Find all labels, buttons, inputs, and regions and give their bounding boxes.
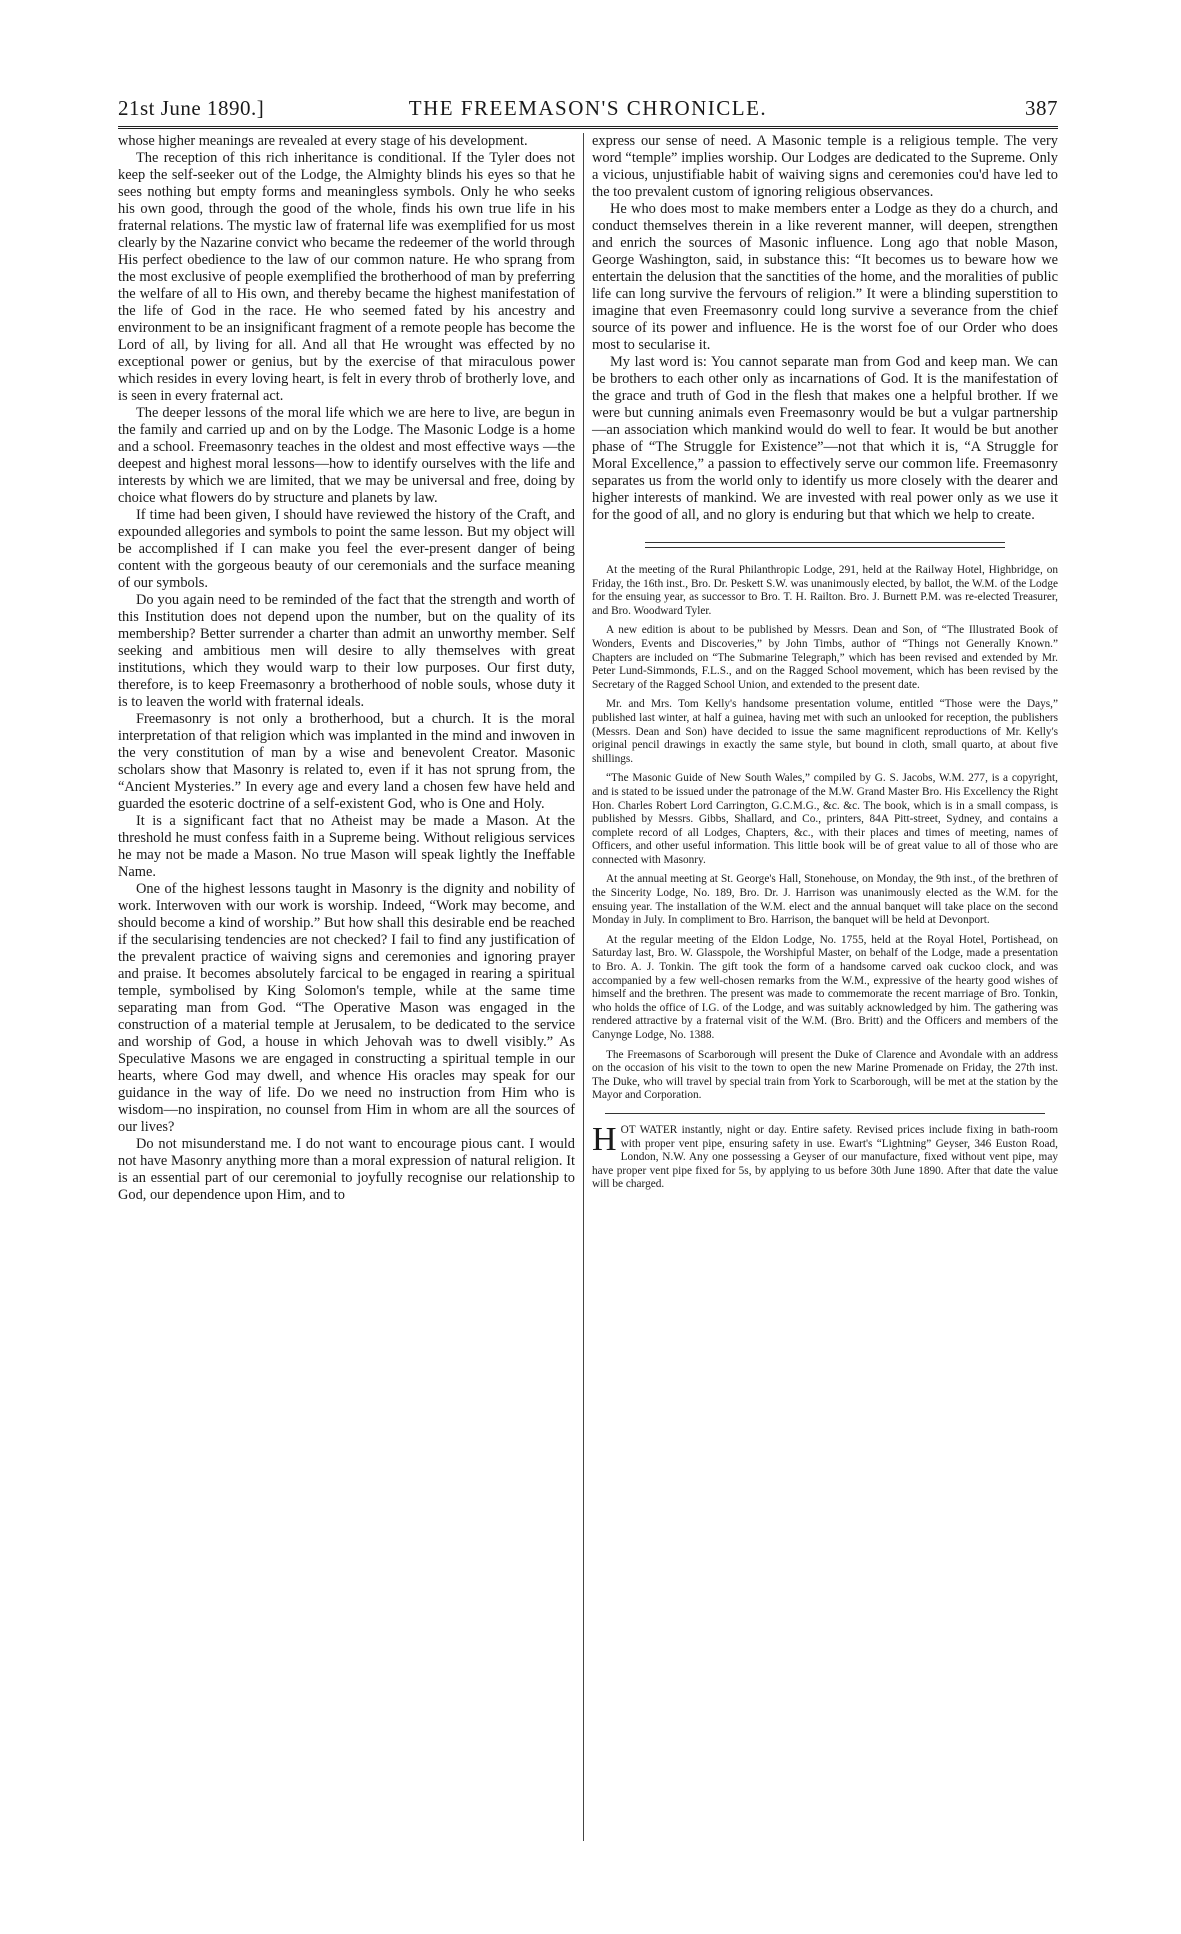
column-divider [583,133,584,1841]
header-rule [118,126,1058,129]
article-paragraph: express our sense of need. A Masonic temple is a religious temple. The very word “temple” implies worship. Our Lodges are dedicated to the Supreme. Only a vicious, unjustifiable habit of waiving signs and ceremonies cou'd have led to the too prevalent custom of ignoring religious observances. [592,133,1058,200]
advertisement [592,1120,1058,1192]
article-paragraph: whose higher meanings are revealed at every stage of his development. [118,133,528,149]
advert-text: OT WATER instantly, night or day. Entire safety. Revised prices include fixing in bath-room with proper vent pipe, ensuring safety in use. Ewart's “Lightning” Geyser, 346 Euston Road, London, N.W. Any one possessing a Geyser of our manufacture, fixed without vent pipe, may have proper vent pipe fixed for 5s, by applying to us before 30th June 1890. After that date the value will be charged. [592,1123,1058,1191]
article-paragraph: Do not misunderstand me. I do not want to encourage pious cant. I would not have Masonry anything more than a moral expression of natural religion. It is an essential part of our ceremonial to joyfully recognise our relationship to God, our dependence upon Him, and to [118,1136,575,1203]
news-item: “The Masonic Guide of New South Wales,” compiled by G. S. Jacobs, W.M. 277, is a copyright, and is stated to be issued under the patronage of the M.W. Grand Master Bro. His Excellency the Right Hon. Charles Robert Lord Carrington, G.C.M.G., &c. &c. The book, which is in a small compass, is published by Messrs. Gibbs, Shallard, and Co., printers, 84A Pitt-street, Sydney, and contains a complete record of all Lodges, Chapters, &c., with their places and times of meeting, names of Officers, and other useful information. This little book will be of great value to all of those who are connected with Masonry. [592,772,1058,866]
article-paragraph: The deeper lessons of the moral life which we are here to live, are begun in the family and carried up and on by the Lodge. The Masonic Lodge is a home and a school. Freemasonry teaches in the oldest and most effective ways —the deepest and highest moral lessons—how to identify ourselves with the life and interests by which we are limited, that we may be universal and free, doing by choice what flowers do by structure and planets by law. [118,405,575,506]
article-paragraph: Freemasonry is not only a brotherhood, but a church. It is the moral interpretation of that religion which was implanted in the mind and inwoven in the very constitution of man by a wise and benevolent Creator. Masonic scholars show that Masonry is related to, even if it has not sprung from, the “Ancient Mysteries.” In every age and every land a chosen few have held and guarded the esoteric doctrine of a self-existent God, who is One and Holy. [118,711,575,812]
news-item: A new edition is about to be published by Messrs. Dean and Son, of “The Illustrated Book of Wonders, Events and Discoveries,” by John Timbs, author of “Things not Generally Known.” Chapters are included on “The Submarine Telegraph,” which has been revised and extended by Mr. Peter Lund-Simmonds, F.L.S., and on the Ragged School movement, which has been revised by the Secretary of the Ragged School Union, and extended to the present date. [592,624,1058,691]
right-column [592,133,1058,1198]
article-paragraph: The reception of this rich inheritance is conditional. If the Tyler does not keep the self-seeker out of the Lodge, the Almighty blinds his eyes so that he sees nothing but empty forms and meaningless symbols. Only he who seeks his own good, through the good of the whole, finds his own true life in his fraternal relations. The mystic law of fraternal life was exemplified for us most clearly by the Nazarine convict who became the redeemer of the world through His perfect obedience to the law of our common nature. He who sprang from the most exclusive of people exemplified the brotherhood of man by preferring the welfare of all to His own, and thereby became the highest manifestation of the life of God in the race. He who seemed fated by his ancestry and environment to be an insignificant fragment of a remote people has become the Lord of all, by living for all. And all that He wrought was effected by no exceptional power or genius, but by the exercise of that miraculous power which resides in every loving heart, is felt in every throb of brotherly love, and is seen in every fraternal act. [118,150,575,404]
news-item: At the meeting of the Rural Philanthropic Lodge, 291, held at the Railway Hotel, Highbridge, on Friday, the 16th inst., Bro. Dr. Peskett S.W. was unanimously elected, by ballot, the W.M. of the Lodge for the ensuing year, as successor to Bro. T. H. Railton. Bro. J. Burnett P.M. was re-elected Treasurer, and Bro. Woodward Tyler. [592,564,1058,617]
news-item: At the annual meeting at St. George's Hall, Stonehouse, on Monday, the 9th inst., of the brethren of the Sincerity Lodge, No. 189, Bro. Dr. J. Harrison was unanimously elected as the W.M. for the ensuing year. The installation of the W.M. elect and the annual banquet will take place on the second Monday in July. In compliment to Bro. Harrison, the banquet will be held at Devonport. [592,873,1058,927]
section-separator [645,542,1005,548]
advert-drop-cap: H [592,1120,617,1158]
article-paragraph: It is a significant fact that no Atheist may be made a Mason. At the threshold he must confess faith in a Supreme being. Without religious services he may not be made a Mason. No true Mason will speak lightly the Ineffable Name. [118,813,575,880]
news-item: The Freemasons of Scarborough will present the Duke of Clarence and Avondale with an address on the occasion of his visit to the town to open the new Marine Promenade on Friday, the 27th inst. The Duke, who will travel by special train from York to Scarborough, will be met at the station by the Mayor and Corporation. [592,1048,1058,1102]
left-column [118,133,575,1204]
news-item: Mr. and Mrs. Tom Kelly's handsome presentation volume, entitled “Those were the Days,” published last winter, at half a guinea, having met with such an unlooked for reception, the publishers (Messrs. Dean and Son) have decided to issue the same magnificent reproductions of Mr. Kelly's original pencil drawings in exactly the same style, but bound in cloth, small quarto, at about five shillings. [592,698,1058,765]
news-notes [592,564,1058,1103]
issue-date: 21st June 1890.] [118,96,265,120]
masthead [118,96,1058,124]
article-paragraph: If time had been given, I should have reviewed the history of the Craft, and expounded allegories and symbols to point the same lesson. But my object will be accomplished if I can make you feel the ever-present danger of being content with the gorgeous beauty of our ceremonials and the surface meaning of our symbols. [118,507,575,591]
article-paragraph: One of the highest lessons taught in Masonry is the dignity and nobility of work. Interwoven with our work is worship. Indeed, “Work may become, and should become a kind of worship.” But how shall this desirable end be reached if the secularising tendencies are not checked? I fail to find any justification of the prevalent practice of waiving signs and ceremonies and ignoring prayer and praise. It becomes absolutely farcical to be engaged in rearing a spiritual temple, symbolised by King Solomon's temple, while at the same time separating man from God. “The Operative Mason was engaged in the construction of a material temple at Jerusalem, to be dedicated to the service and worship of God, a house in which Jehovah was to dwell visibly.” As Speculative Masons we are engaged in constructing a spiritual temple in our hearts, where God may dwell, and whence His oracles may speak for our guidance in the way of life. Do we need no instruction from Him who is wisdom—no inspiration, no counsel from Him in whom are all the sources of our lives? [118,881,575,1135]
page-number: 387 [1025,96,1058,120]
news-item: At the regular meeting of the Eldon Lodge, No. 1755, held at the Royal Hotel, Portishead, on Saturday last, Bro. W. Glasspole, the Worshipful Master, on behalf of the Lodge, made a presentation to Bro. A. J. Tonkin. The gift took the form of a handsome carved oak cuckoo clock, and was accompanied by a few well-chosen remarks from the W.M., expressive of the hearty good wishes of himself and the brethren. The present was made to commemorate the recent marriage of Bro. Tonkin, who holds the office of I.G. of the Lodge, and was suitably acknowledged by him. The gathering was rendered attractive by a fraternal visit of the W.M. (Bro. Britt) and the Officers and members of the Canynge Lodge, No. 1388. [592,933,1058,1041]
advert-separator [605,1113,1045,1114]
article-paragraph: He who does most to make members enter a Lodge as they do a church, and conduct themselves therein in a like reverent manner, will deepen, strengthen and enrich the sources of Masonic influence. Long ago that noble Mason, George Washington, said, in substance this: “It becomes us to beware how we entertain the delusion that the sanctities of the home, and the moralities of public life can long survive the fervours of religion.” It were a blinding superstition to imagine that even Freemasonry could long survive a severance from the chief source of its power and influence. He is the worst foe of our Order who does most to secularise it. [592,201,1058,353]
publication-title: THE FREEMASON'S CHRONICLE. [408,96,768,120]
article-paragraph: Do you again need to be reminded of the fact that the strength and worth of this Institution does not depend upon the number, but on the quality of its membership? Better surrender a charter than admit an unworthy member. Self seeking and ambitious men will desire to ally themselves with great institutions, which they would warp to their low purposes. Our first duty, therefore, is to keep Freemasonry a brotherhood of noble souls, whose duty it is to leaven the world with fraternal ideals. [118,592,575,710]
article-paragraph: My last word is: You cannot separate man from God and keep man. We can be brothers to each other only as incarnations of God. It is the manifestation of the grace and truth of God in the flesh that makes one a helpful brother. If we were but cunning animals even Freemasonry would be but a vulgar partnership—an association which mankind would do well to fear. It would be but another phase of “The Struggle for Existence”—not that which it is, “A Struggle for Moral Excellence,” a passion to effectively serve our common life. Freemasonry separates us from the world only to identify us more closely with the dearer and higher interests of mankind. We are invested with real power only as we use it for the good of all, and no glory is enduring but that which we help to create. [592,354,1058,523]
